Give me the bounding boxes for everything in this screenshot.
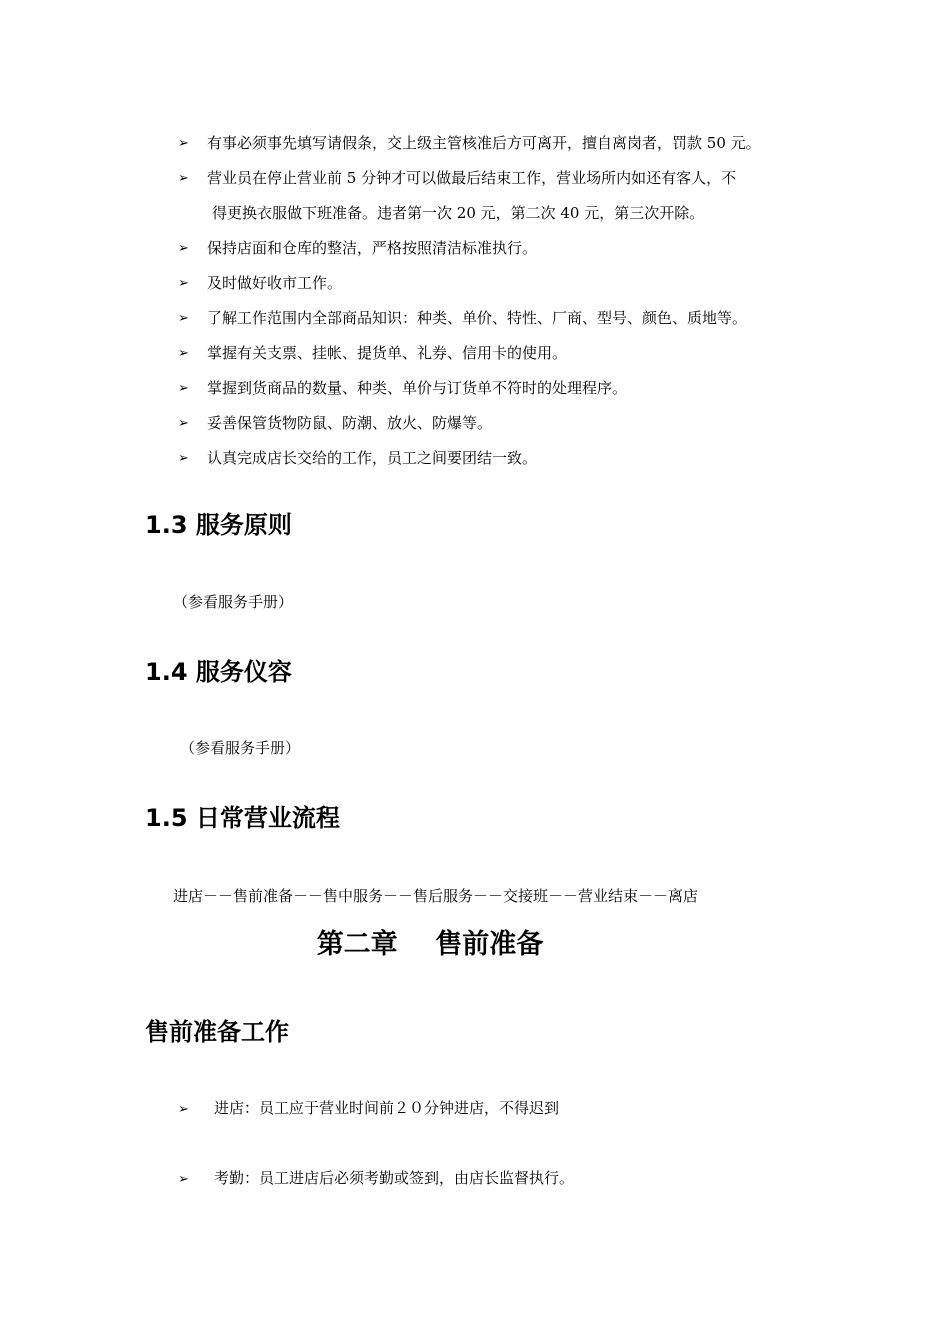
section-heading-pre-sale-prep: 售前准备工作 <box>145 1018 289 1046</box>
list-item <box>176 126 826 161</box>
section-heading-service-appearance: 1.4 服务仪容 <box>145 658 292 686</box>
list-item <box>176 371 826 406</box>
daily-workflow-text: 进店－－售前准备－－售中服务－－售后服务－－交接班－－营业结束－－离店 <box>173 887 699 905</box>
list-item <box>176 1097 559 1121</box>
rule-text: 掌握有关支票、挂帐、提货单、礼券、信用卡的使用。 <box>207 344 568 362</box>
rule-text: 掌握到货商品的数量、种类、单价与订货单不符时的处理程序。 <box>207 379 628 397</box>
list-item <box>176 406 826 441</box>
list-item <box>176 441 826 476</box>
arrow-bullet-icon: ➢ <box>178 276 189 291</box>
service-appearance-note: （参看服务手册） <box>180 739 301 757</box>
rule-text-continued: 得更换衣服做下班准备。违者第一次 20 元，第二次 40 元，第三次开除。 <box>212 204 705 222</box>
arrow-bullet-icon: ➢ <box>178 171 189 186</box>
list-item <box>176 161 826 231</box>
rule-text: 认真完成店长交给的工作，员工之间要团结一致。 <box>207 449 538 467</box>
list-item <box>176 336 826 371</box>
service-principles-note: （参看服务手册） <box>173 593 294 611</box>
prep-item-text: 考勤：员工进店后必须考勤或签到，由店长监督执行。 <box>214 1169 575 1187</box>
arrow-bullet-icon: ➢ <box>178 416 189 431</box>
list-item <box>176 1167 574 1191</box>
rule-text: 妥善保管货物防鼠、防潮、放火、防爆等。 <box>207 414 493 432</box>
list-item <box>176 301 826 336</box>
list-item <box>176 231 826 266</box>
rules-list <box>176 126 826 476</box>
rule-text: 有事必须事先填写请假条，交上级主管核准后方可离开，擅自离岗者，罚款 50 元。 <box>207 134 761 152</box>
section-heading-daily-workflow: 1.5 日常营业流程 <box>145 804 340 832</box>
arrow-bullet-icon: ➢ <box>178 1172 189 1187</box>
rule-text: 保持店面和仓库的整洁，严格按照清洁标准执行。 <box>207 239 538 257</box>
rule-text: 及时做好收市工作。 <box>207 274 343 292</box>
arrow-bullet-icon: ➢ <box>178 311 189 326</box>
chapter-title: 第二章 售前准备 <box>316 929 544 960</box>
prep-item-text: 进店：员工应于营业时间前２０分钟进店，不得迟到 <box>214 1099 560 1117</box>
arrow-bullet-icon: ➢ <box>178 381 189 396</box>
arrow-bullet-icon: ➢ <box>178 1102 189 1117</box>
arrow-bullet-icon: ➢ <box>178 451 189 466</box>
rule-text: 了解工作范围内全部商品知识：种类、单价、特性、厂商、型号、颜色、质地等。 <box>207 309 748 327</box>
rule-text: 营业员在停止营业前 5 分钟才可以做最后结束工作，营业场所内如还有客人，不 <box>207 169 737 187</box>
list-item <box>176 266 826 301</box>
arrow-bullet-icon: ➢ <box>178 346 189 361</box>
section-heading-service-principles: 1.3 服务原则 <box>145 511 292 539</box>
arrow-bullet-icon: ➢ <box>178 136 189 151</box>
arrow-bullet-icon: ➢ <box>178 241 189 256</box>
